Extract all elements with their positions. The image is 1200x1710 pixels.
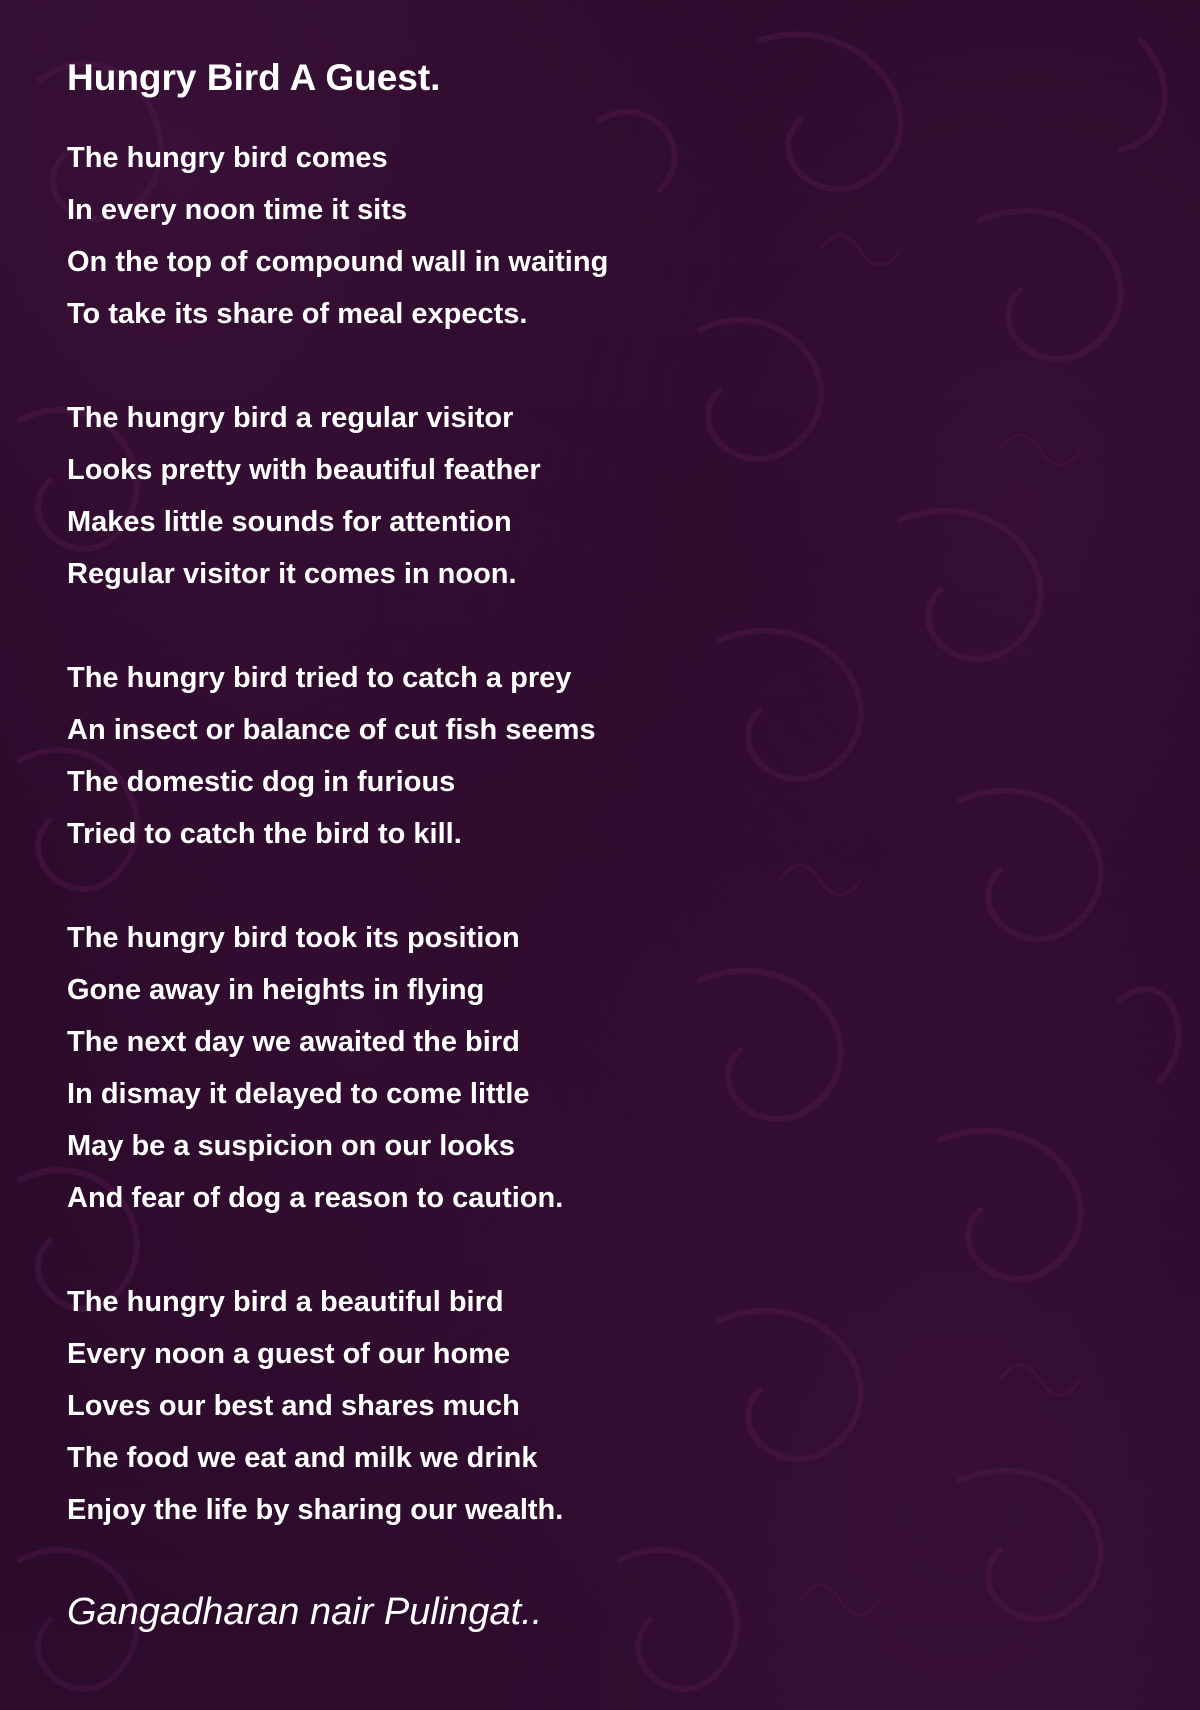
poem-line: An insect or balance of cut fish seems <box>67 714 596 746</box>
poem-line: Regular visitor it comes in noon. <box>67 558 517 590</box>
poem-line: May be a suspicion on our looks <box>67 1130 515 1162</box>
poem-line: Gone away in heights in flying <box>67 974 485 1006</box>
poem-line: The hungry bird took its position <box>67 922 520 954</box>
poem-title: Hungry Bird A Guest. <box>67 57 441 98</box>
poem-line: Every noon a guest of our home <box>67 1338 511 1370</box>
poem-line: The hungry bird a beautiful bird <box>67 1286 504 1318</box>
stanza-5 <box>67 1276 1147 1536</box>
poem-line: Makes little sounds for attention <box>67 506 512 538</box>
poem-line: Enjoy the life by sharing our wealth. <box>67 1494 564 1526</box>
poem-line: Loves our best and shares much <box>67 1390 520 1422</box>
poem-line: The domestic dog in furious <box>67 766 456 798</box>
poem-line: The hungry bird comes <box>67 142 388 174</box>
poem-line: To take its share of meal expects. <box>67 298 528 330</box>
poem-line: The food we eat and milk we drink <box>67 1442 538 1474</box>
stanza-4 <box>67 912 1147 1224</box>
poem-line: On the top of compound wall in waiting <box>67 246 609 278</box>
poem-line: And fear of dog a reason to caution. <box>67 1182 564 1214</box>
poem-author: Gangadharan nair Pulingat.. <box>67 1591 543 1633</box>
stanza-1 <box>67 132 1147 340</box>
poem-line: The hungry bird tried to catch a prey <box>67 662 572 694</box>
poem-line: Tried to catch the bird to kill. <box>67 818 462 850</box>
stanza-2 <box>67 392 1147 600</box>
poem-line: In every noon time it sits <box>67 194 408 226</box>
poem-line: In dismay it delayed to come little <box>67 1078 530 1110</box>
poem-page <box>67 48 1147 1642</box>
poem-line: The next day we awaited the bird <box>67 1026 520 1058</box>
poem-line: The hungry bird a regular visitor <box>67 402 514 434</box>
poem-line: Looks pretty with beautiful feather <box>67 454 541 486</box>
stanza-3 <box>67 652 1147 860</box>
